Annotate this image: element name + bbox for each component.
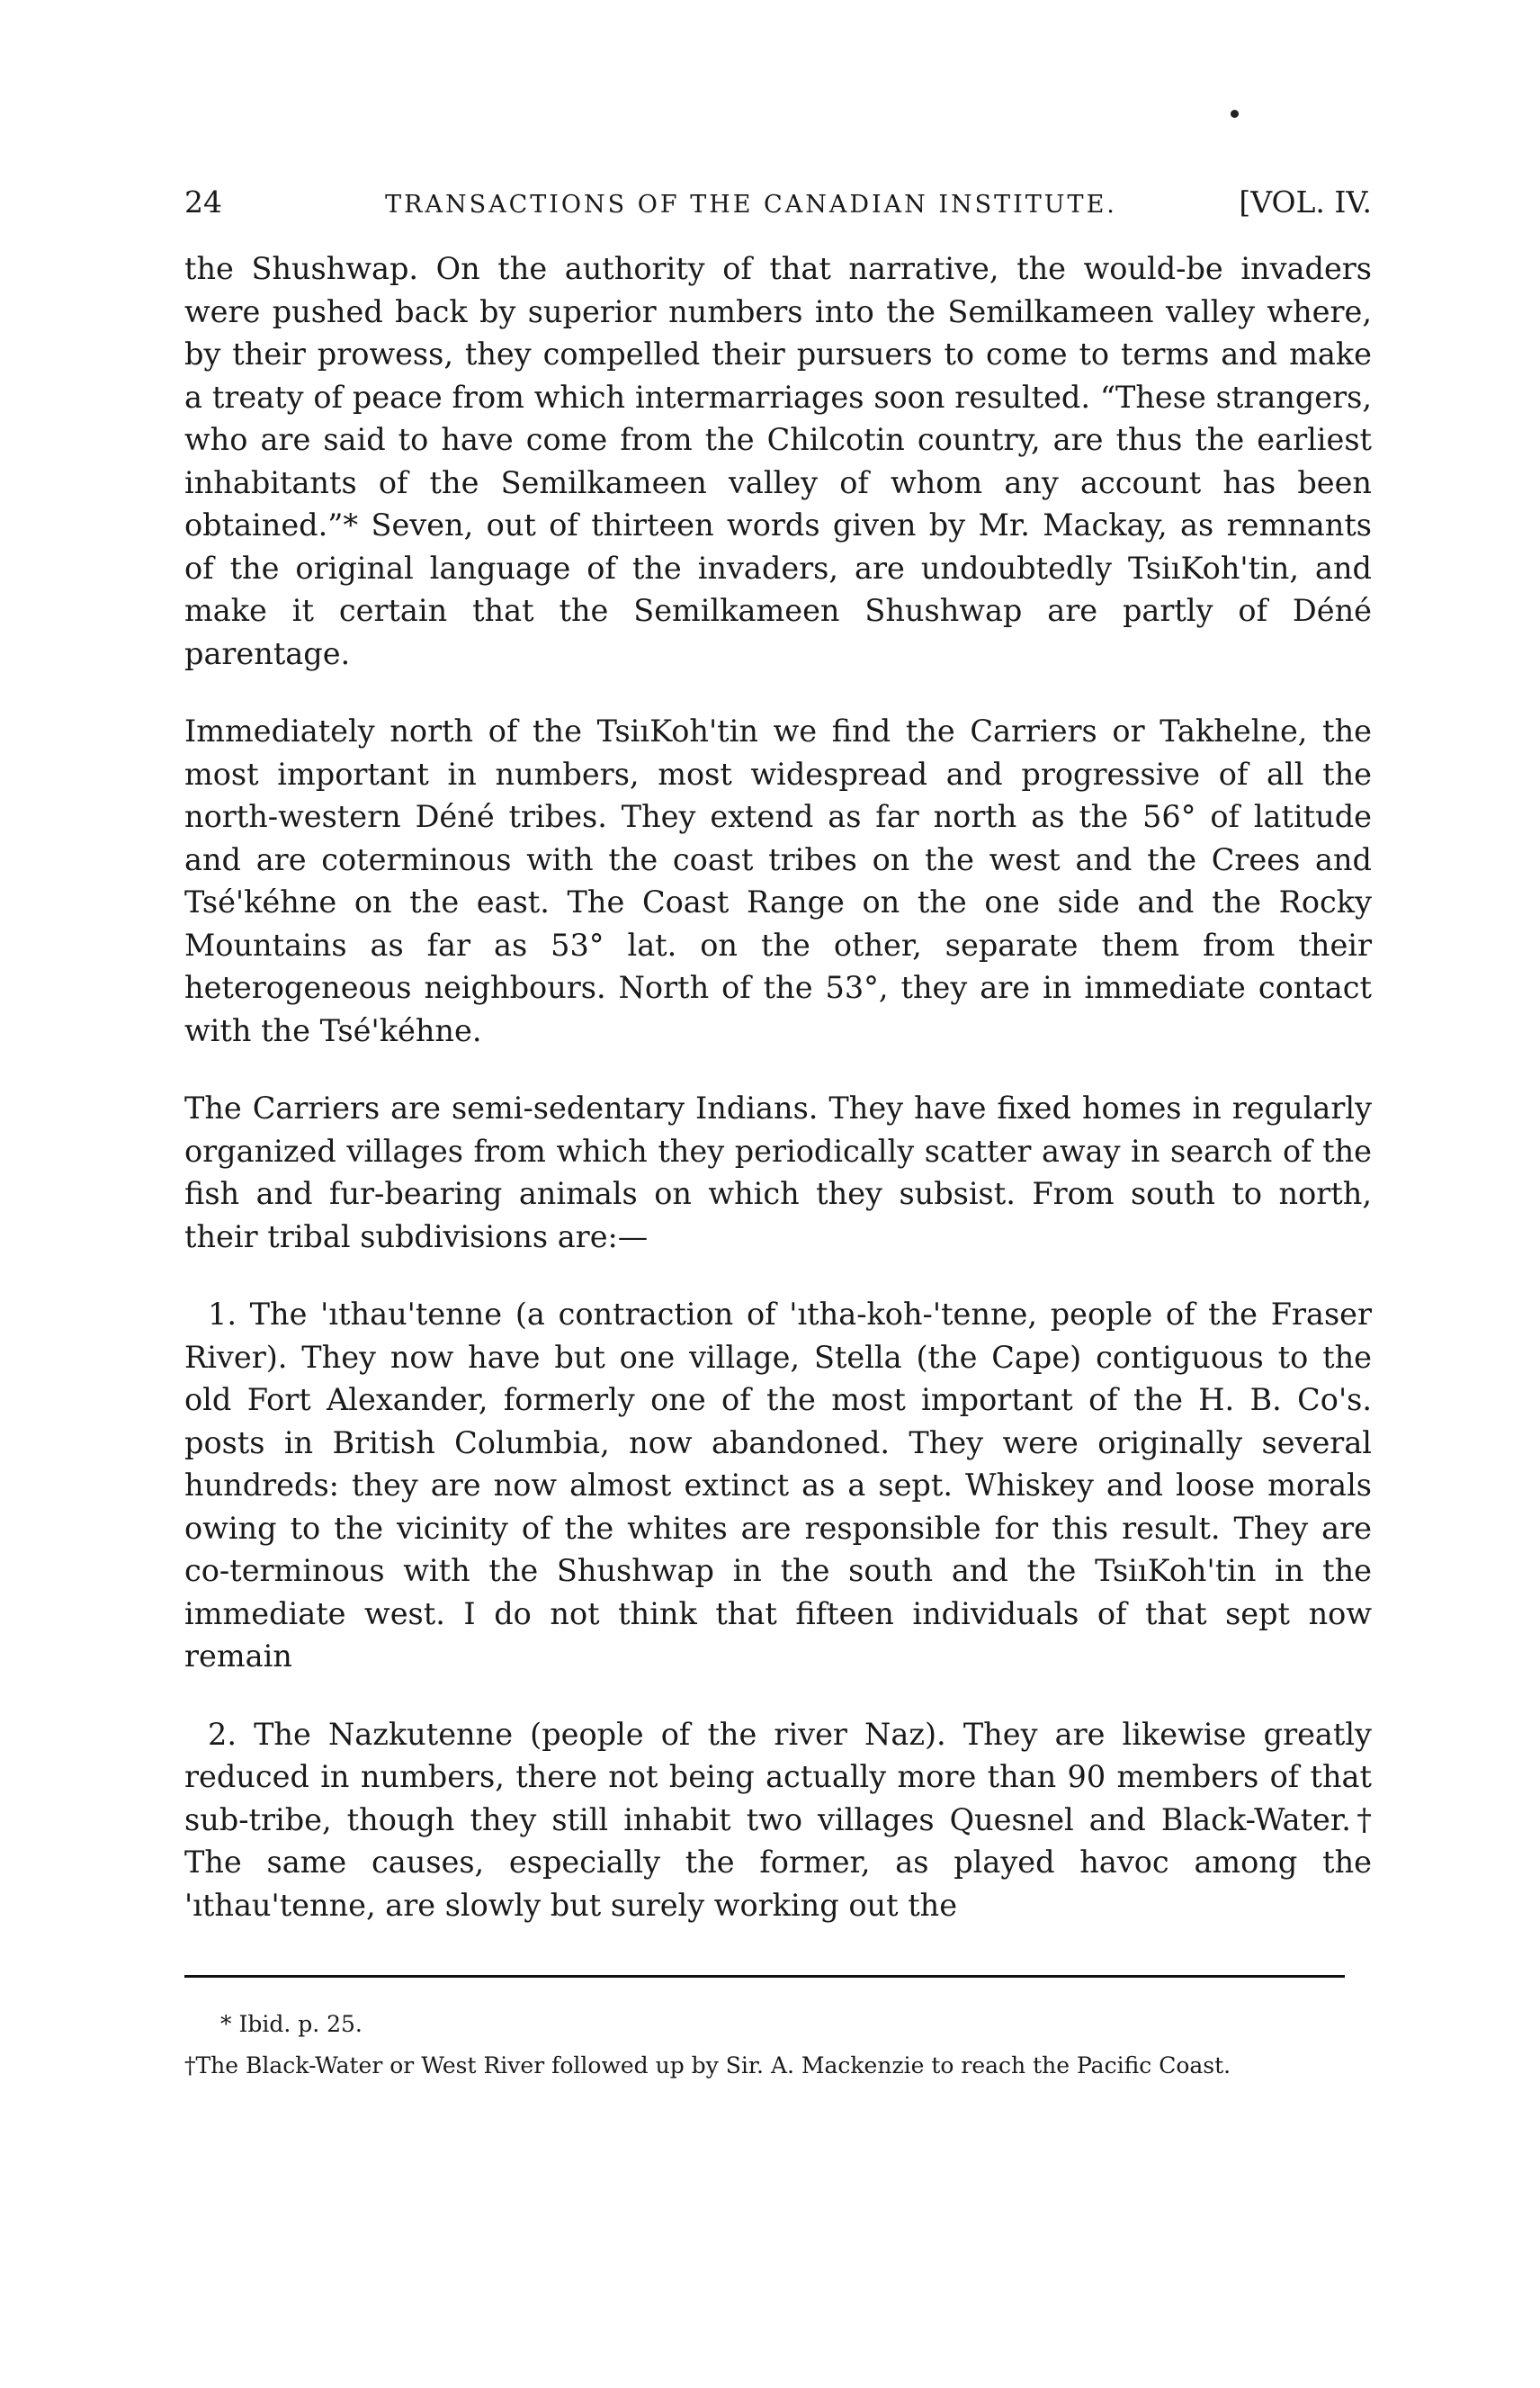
page xyxy=(184,184,1372,2091)
footnote-2: †The Black-Water or West River followed up by Sir. A. Mackenzie to reach the Pacific Coast. xyxy=(184,2052,1231,2078)
journal-title: TRANSACTIONS OF THE CANADIAN INSTITUTE. xyxy=(385,191,1117,219)
list-item-2: 2. The Nazkutenne (people of the river Naz). They are likewise greatly reduced in numbers, there not being actually more than 90 members of that sub-tribe, though they still inhabit two villages Quesnel and Black-Water.† The same causes, especially the former, as played havoc among the 'ıthau'tenne, are slowly but surely working out the xyxy=(184,1716,1372,1923)
paragraph-carriers-intro: Immediately north of the TsiıKoh'tin we find the Carriers or Takhelne, the most important in numbers, most widespread and progressive of all the north-western Déné tribes. They extend as far north as the 56° of latitude and are coterminous with the coast tribes on the west and the Crees and Tsé'kéhne on the east. The Coast Range on the one side and the Rocky Mountains as far as 53° lat. on the other, separate them from their heterogeneous neighbours. North of the 53°, they are in immediate contact with the Tsé'kéhne. xyxy=(184,714,1372,1048)
paragraph-carriers-habits: The Carriers are semi-sedentary Indians. They have fixed homes in regularly organized villages from which they periodically scatter away in search of the fish and fur-bearing animals on which they subsist. From south to north, their tribal subdivisions are:— xyxy=(184,1091,1372,1254)
ink-dot xyxy=(1231,110,1239,118)
paragraph-continuation: the Shushwap. On the authority of that narrative, the would-be invaders were pushed back by superior numbers into the Semilkameen valley where, by their prowess, they compelled their pursuers to come to terms and make a treaty of peace from which intermarriages soon resulted. “These strangers, who are said to have come from the Chilcotin country, are thus the earliest inhabitants of the Semilkameen valley of whom any account has been obtained.”* Seven, out of thirteen words given by Mr. Mackay, as remnants of the original language of the invaders, are undoubtedly TsiıKoh'tin, and make it certain that the Semilkameen Shushwap are partly of Déné parentage. xyxy=(184,251,1372,671)
list-item-1: 1. The 'ıthau'tenne (a contraction of 'ıtha-koh-'tenne, people of the Fraser River). They now have but one village, Stella (the Cape) contiguous to the old Fort Alexander, formerly one of the most important of the H. B. Co's. posts in British Columbia, now abandoned. They were originally several hundreds: they are now almost extinct as a sept. Whiskey and loose morals owing to the vicinity of the whites are responsible for this result. They are co-terminous with the Shushwap in the south and the TsiıKoh'tin in the immediate west. I do not think that fifteen individuals of that sept now remain xyxy=(184,1297,1372,1674)
volume-label: [VOL. IV. xyxy=(1239,184,1372,220)
footnote-1: * Ibid. p. 25. xyxy=(220,2011,363,2037)
running-head xyxy=(184,184,1372,247)
page-number: 24 xyxy=(184,184,222,220)
footnote-rule xyxy=(184,1975,1345,1978)
body-text xyxy=(184,247,1372,1926)
